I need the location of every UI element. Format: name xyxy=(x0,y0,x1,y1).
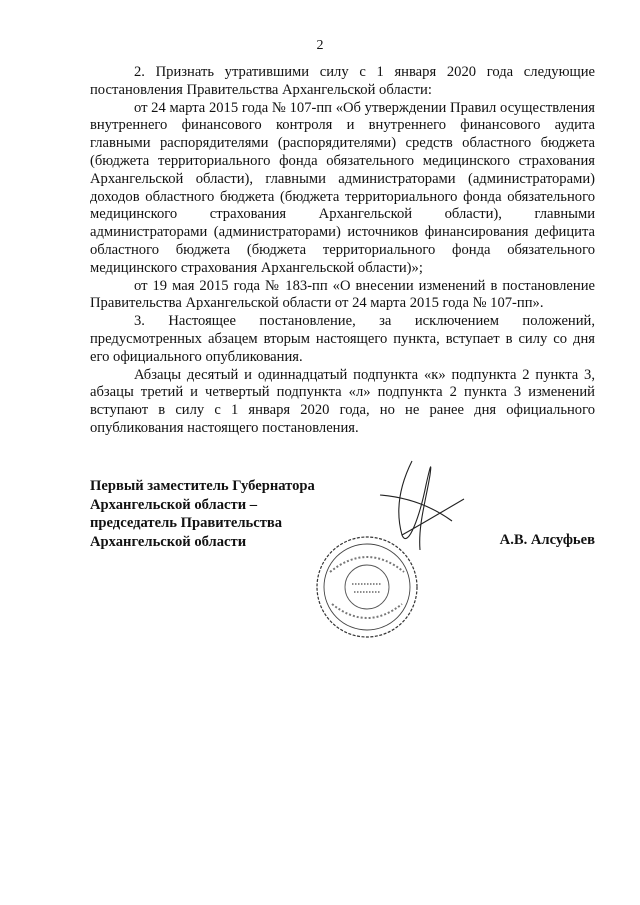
signer-position-line: председатель Правительства xyxy=(90,515,283,531)
signer-position-line: Архангельской области xyxy=(90,533,247,550)
paragraph: от 19 мая 2015 года № 183-пп «О внесении изменений в постановление Правительства Архангельской области от 24 марта 2015 года № 107-пп». xyxy=(90,277,595,312)
signer-position xyxy=(90,477,315,551)
paragraph: 2. Признать утратившими силу с 1 января 2020 года следующие постановления Правительства Архангельской области: xyxy=(90,64,595,98)
handwritten-signature xyxy=(360,455,470,565)
paragraph: от 24 марта 2015 года № 107-пп «Об утверждении Правил осуществления внутреннего финансового контроля и внутреннего финансового аудита главными распорядителями (распорядителями) средств областного бюджета (бюджета территориального фонда обязательного медицинского страхования Архангельской области), главными администраторами (администраторами) доходов областного бюджета (бюджета территориального фонда обязательного медицинского страхования Архангельской области), главными администраторами (администраторами) источников финансирования дефицита областного бюджета (бюджета территориального фонда обязательного медицинского страхования Архангельской области)»; xyxy=(90,99,595,276)
paragraph: 3. Настоящее постановление, за исключением положений, предусмотренных абзацем вторым настоящего пункта, вступает в силу со дня его официального опубликования. xyxy=(90,313,595,365)
page-number: 2 xyxy=(316,38,324,53)
signer-position-line: Первый заместитель Губернатора xyxy=(90,478,315,494)
document-body xyxy=(90,64,595,438)
signer-position-line: Архангельской области – xyxy=(90,496,258,513)
paragraph: Абзацы десятый и одиннадцатый подпункта «к» подпункта 2 пункта 3, абзацы третий и четвертый подпункта «л» подпункта 2 пункта 3 изменений вступают в силу с 1 января 2020 года, но не ранее дня официального опубликования настоящего постановления. xyxy=(90,366,595,436)
signer-name: А.В. Алсуфьев xyxy=(499,532,595,548)
